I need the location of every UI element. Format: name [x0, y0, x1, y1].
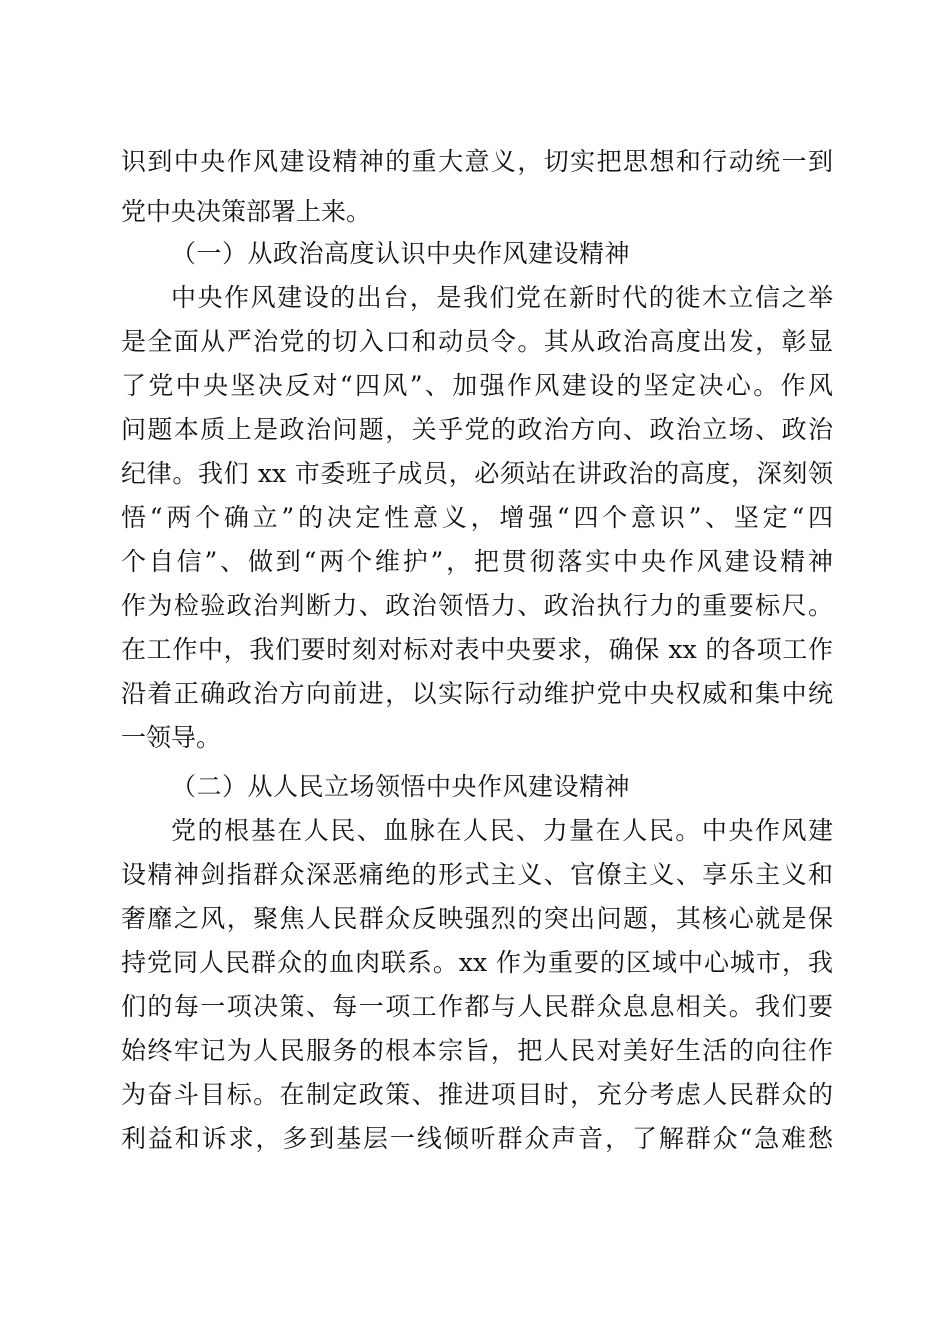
intro-line-1: 识到中央作风建设精神的重大意义，切实把思想和行动统一到 — [121, 147, 833, 176]
section-1-line-9: 在工作中，我们要时刻对标对表中央要求，确保 xx 的各项工作 — [121, 635, 833, 664]
section-2-heading: （二）从人民立场领悟中央作风建设精神 — [171, 772, 631, 801]
section-1-line-3: 了党中央坚决反对“四风”、加强作风建设的坚定决心。作风 — [121, 371, 833, 400]
section-1-line-11: 一领导。 — [121, 723, 222, 752]
section-2-line-3: 奢靡之风，聚焦人民群众反映强烈的突出问题，其核心就是保 — [121, 904, 833, 933]
section-2-line-7: 为奋斗目标。在制定政策、推进项目时，充分考虑人民群众的 — [121, 1080, 833, 1109]
section-2-line-5: 们的每一项决策、每一项工作都与人民群众息息相关。我们要 — [121, 992, 833, 1021]
section-2-line-2: 设精神剑指群众深恶痛绝的形式主义、官僚主义、享乐主义和 — [121, 860, 833, 889]
section-1-line-8: 作为检验政治判断力、政治领悟力、政治执行力的重要标尺。 — [121, 591, 833, 620]
section-1-line-1: 中央作风建设的出台，是我们党在新时代的徙木立信之举 — [171, 283, 833, 312]
section-2-line-8: 利益和诉求，多到基层一线倾听群众声音，了解群众“急难愁 — [121, 1124, 833, 1153]
section-2-line-6: 始终牢记为人民服务的根本宗旨，把人民对美好生活的向往作 — [121, 1036, 833, 1065]
section-1-line-10: 沿着正确政治方向前进，以实际行动维护党中央权威和集中统 — [121, 679, 833, 708]
section-1-line-7: 个自信”、做到“两个维护”，把贯彻落实中央作风建设精神 — [121, 547, 833, 576]
section-1-line-2: 是全面从严治党的切入口和动员令。其从政治高度出发，彰显 — [121, 327, 833, 356]
section-1-line-5: 纪律。我们 xx 市委班子成员，必须站在讲政治的高度，深刻领 — [121, 459, 833, 488]
intro-line-2: 党中央决策部署上来。 — [121, 197, 372, 226]
section-1-heading: （一）从政治高度认识中央作风建设精神 — [171, 239, 631, 268]
section-1-line-4: 问题本质上是政治问题，关乎党的政治方向、政治立场、政治 — [121, 415, 833, 444]
section-2-line-1: 党的根基在人民、血脉在人民、力量在人民。中央作风建 — [171, 816, 833, 845]
section-2-line-4: 持党同人民群众的血肉联系。xx 作为重要的区域中心城市，我 — [121, 948, 833, 977]
section-1-line-6: 悟“两个确立”的决定性意义，增强“四个意识”、坚定“四 — [121, 503, 833, 532]
